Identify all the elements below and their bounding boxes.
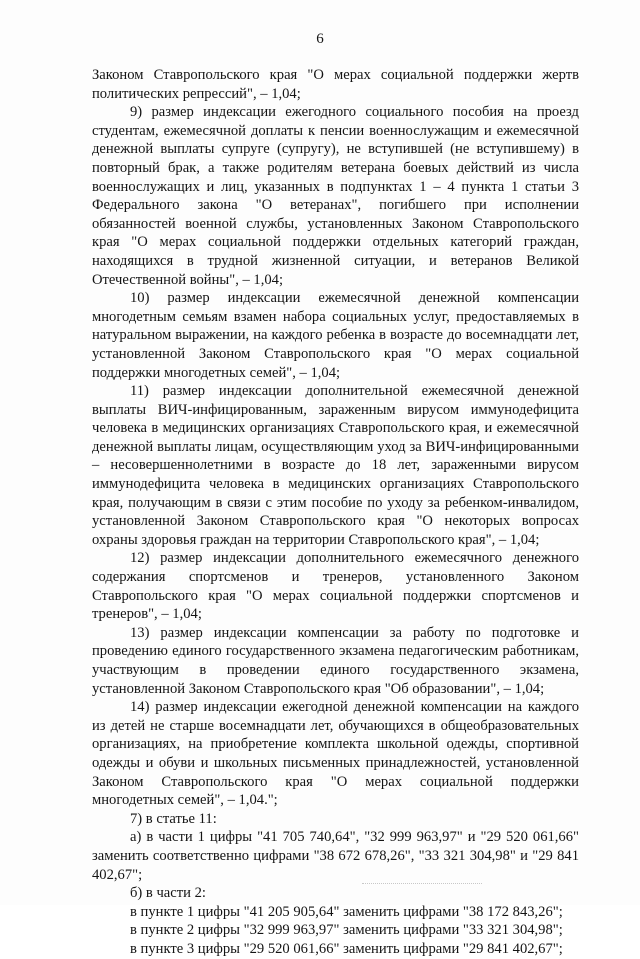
paragraph-continuation: Законом Ставропольского края "О мерах социальной поддержки жертв политических репрессий", – 1,04; bbox=[92, 67, 579, 102]
paragraph-part-2: б) в части 2: bbox=[130, 885, 206, 902]
paragraph-item-9: 9) размер индексации ежегодного социального пособия на проезд студентам, ежемесячной доплаты к пенсии военнослужащим и ежемесячной денежной выплаты супруге (супругу), не вступившей (не вступившему) в повторный брак, а также родителям ветерана боевых действий из числа военнослужащих и лиц, указанных в подпунктах 1 – 4 пункта 1 статьи 3 Федерального закона "О ветеранах", погибшего при исполнении обязанностей военной службы, установленных Законом Ставропольского края "О мерах социальной поддержки отдельных категорий граждан, находящихся в трудной жизненной ситуации, и ветеранов Великой Отечественной войны", – 1,04; bbox=[92, 104, 579, 288]
paragraph-point-2: в пункте 2 цифры "32 999 963,97" заменить цифрами "33 321 304,98"; bbox=[130, 922, 563, 939]
paragraph-item-14: 14) размер индексации ежегодной денежной компенсации на каждого из детей не старше восемнадцати лет, обучающихся в общеобразовательных организациях, на приобретение комплекта школьной одежды, спортивной одежды и обуви и школьных письменных принадлежностей, установленной Законом Ставропольского края "О мерах социальной поддержки многодетных семей", – 1,04."; bbox=[92, 699, 579, 809]
paragraph-item-13: 13) размер индексации компенсации за работу по подготовке и проведению единого государственного экзамена педагогическим работникам, участвующим в проведении единого государственного экзамена, установленной Законом Ставропольского края "Об образовании", – 1,04; bbox=[92, 624, 579, 697]
document-body bbox=[92, 66, 579, 959]
paragraph-article-11: 7) в статье 11: bbox=[130, 810, 217, 827]
paragraph-item-10: 10) размер индексации ежемесячной денежной компенсации многодетным семьям взамен набора социальных услуг, предоставляемых в натуральном выражении, на каждого ребенка в возрасте до восемнадцати лет, установленной Законом Ставропольского края "О мерах социальной поддержки многодетных семей", – 1,04; bbox=[92, 290, 579, 381]
paragraph-part-1: а) в части 1 цифры "41 705 740,64", "32 999 963,97" и "29 520 061,66" заменить соответственно цифрами "38 672 678,26", "33 321 304,98" и "29 841 402,67"; bbox=[92, 829, 579, 883]
page-number: 6 bbox=[316, 31, 324, 47]
paragraph-item-12: 12) размер индексации дополнительного ежемесячного денежного содержания спортсменов и тренеров, установленного Законом Ставропольского края "О мерах социальной поддержки спортсменов и тренеров", – 1,04; bbox=[92, 550, 579, 623]
paragraph-point-1: в пункте 1 цифры "41 205 905,64" заменить цифрами "38 172 843,26"; bbox=[130, 903, 563, 920]
paragraph-point-3: в пункте 3 цифры "29 520 061,66" заменить цифрами "29 841 402,67"; bbox=[130, 940, 563, 957]
scan-artifact-divider bbox=[362, 883, 482, 886]
paragraph-item-11: 11) размер индексации дополнительной ежемесячной денежной выплаты ВИЧ-инфицированным, зараженным вирусом иммунодефицита человека в медицинских организациях Ставропольского края, и ежемесячной денежной выплаты лицам, осуществляющим уход за ВИЧ-инфицированными – несовершеннолетними в возрасте до 18 лет, зараженными вирусом иммунодефицита человека в медицинских организациях Ставропольского края, получающим в связи с этим пособие по уходу за ребенком-инвалидом, установленной Законом Ставропольского края "О некоторых вопросах охраны здоровья граждан на территории Ставропольского края", – 1,04; bbox=[92, 383, 579, 548]
